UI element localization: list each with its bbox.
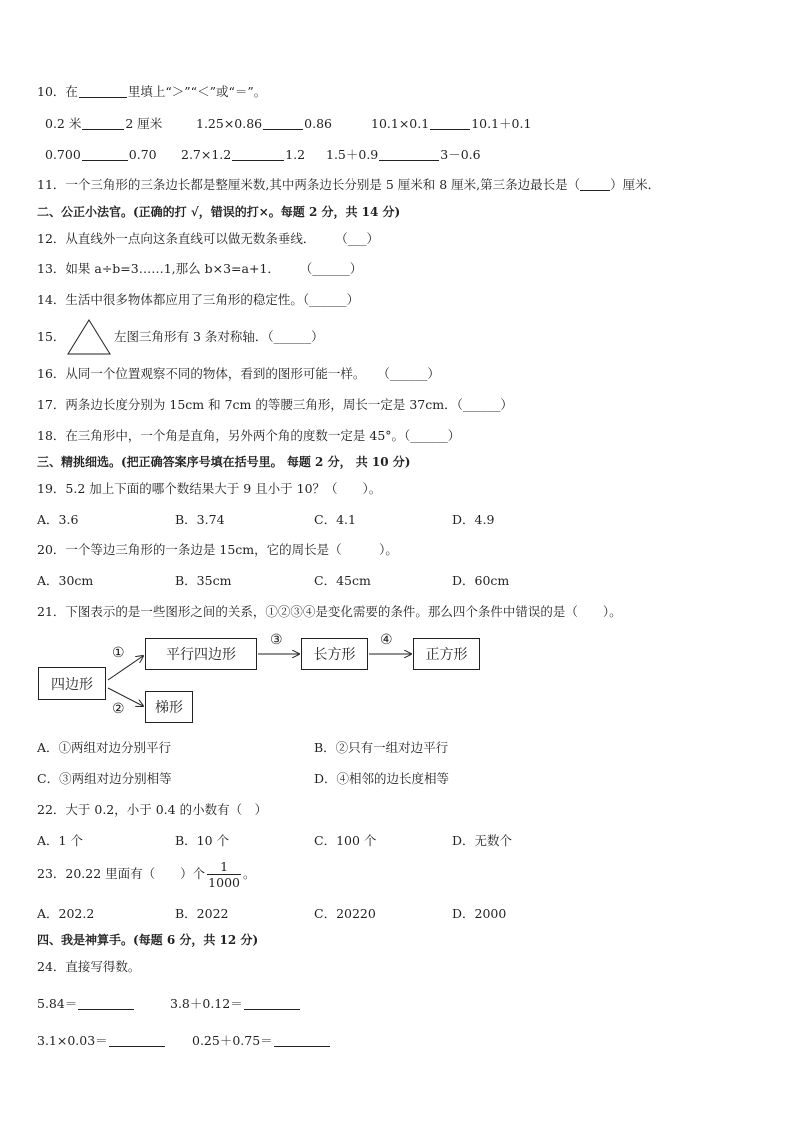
box-quadrilateral: 四边形	[38, 667, 106, 700]
q21-option-c: C．③两组对边分别相等	[37, 771, 172, 786]
box-trapezoid: 梯形	[145, 691, 193, 723]
q24: 24．直接写得数。	[37, 959, 141, 974]
section-4-heading: 四、我是神算手。(每题 6 分，共 12 分)	[37, 933, 259, 947]
q10-item-6: 1.5＋0.9 3－0.6	[326, 147, 481, 162]
q20-option-a: A．30cm	[37, 573, 94, 588]
q21-option-b: B．②只有一组对边平行	[314, 740, 449, 755]
q12: 12．从直线外一点向这条直线可以做无数条垂线． （___）	[37, 231, 380, 246]
q23: 23．20.22 里面有（ ）个 $\frac{1}{1000}$ 。	[37, 859, 256, 890]
q14: 14．生活中很多物体都应用了三角形的稳定性。（______）	[37, 292, 360, 307]
q19: 19．5.2 加上下面的哪个数结果大于 9 且小于 10？（ ）。	[37, 481, 382, 496]
q17: 17．两条边长度分别为 15cm 和 7cm 的等腰三角形，周长一定是 37cm．（______）	[37, 397, 513, 412]
condition-3: ③	[270, 632, 283, 648]
calc-4: 0.25＋0.75＝	[192, 1033, 331, 1049]
q23-option-b: B．2022	[175, 906, 229, 921]
q21: 21．下图表示的是一些图形之间的关系，①②③④是变化需要的条件。那么四个条件中错误的是（ ）。	[37, 604, 622, 619]
q19-option-b: B．3.74	[175, 512, 225, 527]
q10-item-4: 0.700 0.70	[45, 147, 157, 162]
section-2-heading: 二、公正小法官。(正确的打 √，错误的打×。每题 2 分，共 14 分)	[37, 205, 401, 219]
q11: 11．一个三角形的三条边长都是整厘米数,其中两条边长分别是 5 厘米和 8 厘米,第三条边最长是（ ）厘米．	[37, 177, 661, 192]
box-parallelogram: 平行四边形	[145, 638, 257, 670]
box-rectangle: 长方形	[301, 638, 368, 670]
q15: 左图三角形有 3 条对称轴．（______）	[114, 329, 324, 344]
condition-2: ②	[112, 701, 125, 717]
q20-option-b: B．35cm	[175, 573, 232, 588]
q23-option-d: D．2000	[452, 906, 507, 921]
fraction: $\frac{1}{1000}$	[208, 859, 240, 890]
condition-1: ①	[112, 645, 125, 661]
calc-1: 5.84＝	[37, 996, 135, 1012]
q22-option-a: A．1 个	[37, 833, 83, 848]
q19-option-d: D．4.9	[452, 512, 495, 527]
q22-option-b: B．10 个	[175, 833, 230, 848]
q10-stem: 10．在 里填上“＞”“＜”或“＝”。	[37, 84, 267, 99]
q19-option-c: C．4.1	[314, 512, 356, 527]
q21-option-a: A．①两组对边分别平行	[37, 740, 172, 755]
q18: 18．在三角形中，一个角是直角，另外两个角的度数一定是 45°。（______）	[37, 428, 461, 443]
q23-option-a: A．202.2	[37, 906, 95, 921]
q20: 20．一个等边三角形的一条边是 15cm，它的周长是（ ）。	[37, 542, 398, 557]
condition-4: ④	[380, 632, 393, 648]
q16: 16．从同一个位置观察不同的物体，看到的图形可能一样。 （______）	[37, 366, 440, 381]
section-3-heading: 三、精挑细选。(把正确答案序号填在括号里。 每题 2 分， 共 10 分)	[37, 455, 411, 469]
q10-item-5: 2.7×1.2 1.2	[181, 147, 306, 162]
q19-option-a: A．3.6	[37, 512, 79, 527]
q21-option-d: D．④相邻的边长度相等	[314, 771, 450, 786]
q20-option-c: C．45cm	[314, 573, 371, 588]
q15-number: 15．	[37, 329, 66, 344]
q10-item-1: 0.2 米 2 厘米	[45, 116, 163, 131]
q23-option-c: C．20220	[314, 906, 376, 921]
q10-item-2: 1.25×0.86 0.86	[196, 116, 332, 131]
box-square: 正方形	[413, 638, 480, 670]
q13: 13．如果 a÷b=3……1,那么 b×3=a+1． （______）	[37, 261, 363, 276]
calc-3: 3.1×0.03＝	[37, 1033, 166, 1049]
calc-2: 3.8＋0.12＝	[170, 996, 301, 1012]
q10-item-3: 10.1×0.1 10.1＋0.1	[371, 116, 532, 131]
q22-option-c: C．100 个	[314, 833, 377, 848]
q22-option-d: D．无数个	[452, 833, 513, 848]
q22: 22．大于 0.2，小于 0.4 的小数有（ ）	[37, 802, 268, 817]
q20-option-d: D．60cm	[452, 573, 510, 588]
